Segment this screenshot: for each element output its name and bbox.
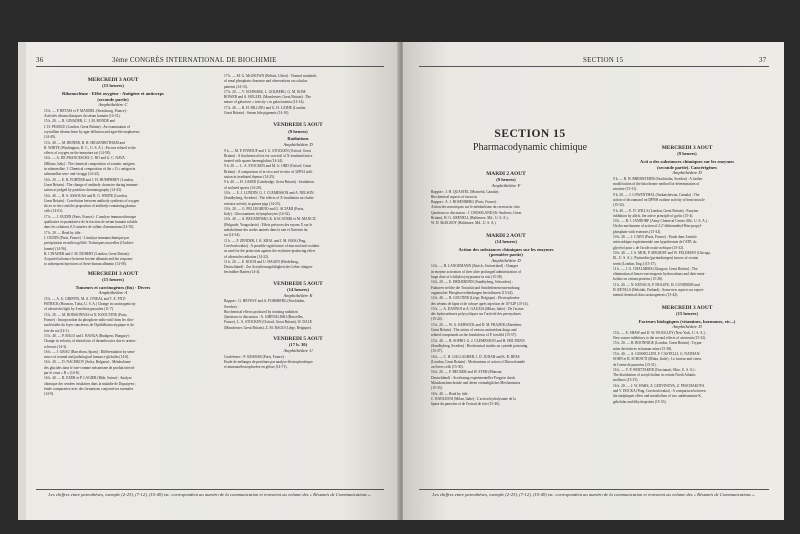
entry-line: 10 h. 40. — A. BEZADINSKI, K. KACANSKI et M. MANCIC (224, 217, 317, 222)
entry-line: 17 h. 20. — Read by title : (44, 230, 83, 235)
entry-line: des glucides dans le foie-comme mécanisme de produit infecté (44, 365, 135, 370)
entry-line: Britain), H. G. GRENELL (Baltimore, Md., U. S. A.), (431, 216, 509, 221)
entry-line: 10 h. 40. — J. S. MOE, P. SIEGRIST and W. FELDMAN (Chicago, (613, 250, 711, 255)
entry-line: 11 h. — F. ZENDER, J. K. KRAL and I. M. HAIS (Prag, (224, 238, 307, 243)
session-hours: (14 heures) (495, 239, 517, 245)
entry-list (425, 190, 587, 227)
session-hours: (15 heures) (676, 311, 698, 317)
entry-line: nicotine (15-31). (613, 187, 638, 192)
header-rule (419, 66, 769, 67)
entry-line: 16 h. 20. — D. NACHKOV (Sofia, Bulgaria) : Métabolisme (44, 360, 131, 365)
entry-line: on livers cells (15-30). (431, 365, 464, 370)
entry-line: (London, Great Britain) : Mechanisms of action of Dinocolamide (431, 359, 525, 364)
entry-line: de l'urine de pancréas (15-31). (613, 362, 657, 367)
entry-line: Czechoslovakia) : A possible significance of mucosal anti-oxidant (224, 243, 319, 248)
entry-line: 16 h. 40. — R. EXER et P. LAGIER (Bâle, Suisse) : Analyse (44, 376, 132, 381)
entry-line: cells (14-61). (44, 209, 64, 214)
entry-line: modification of the thiochrome method for determination of (613, 182, 700, 187)
entry-line: gebelolas and dihydroprolan (15-33). (613, 399, 667, 404)
entry-line: 14 h. — H. LANGEMANN (Zürich, Switzerland) : Changes (431, 264, 519, 269)
entry-line: 15 h. 40. — P. BALO and I. BANGA (Budapest, Hungary) : (44, 333, 131, 338)
entry-line: and V. DOCKA (Prag, Czechoslovakia) : A comparison between (613, 389, 706, 394)
entry-list (218, 355, 378, 371)
entry-line: large dose of ichthyloxytrypsinase in rats (15-38). (431, 275, 503, 280)
entry-line: 10 h. 20. — J. CAEN (Paris, France) : Étude dans l'anticle (613, 235, 697, 240)
session-topic: Ribonucléase · Effet oxygène · Antigène et anticorps (62, 91, 164, 96)
entry-line: micro of normal and pathological human ε-globulin (14-6). (44, 355, 130, 360)
entry-line: Biochemical effects produced by ionizing radiation (224, 309, 298, 314)
entry-line: 16 h. — V. P. WHITTAKER (Cincinnati, Ohio, U. S. A.) : (613, 367, 697, 372)
entry-line: France), L. A. STOCKEN (Oxford, Great Britain), W. DALE (224, 320, 312, 325)
entry-line: uréocarbique expérimentale une hypothermie de l'ATP, du (613, 240, 697, 245)
session-hours: (17 h. 30) (288, 342, 308, 348)
session-day: VENDREDI 5 AOUT (273, 280, 323, 287)
entry-list (425, 264, 587, 407)
entry-list (218, 74, 378, 116)
session-hours: (9 heures) (677, 151, 697, 157)
entry-list (607, 177, 767, 299)
entry-line: (Sandbyberg, Sweden) : The effects of X-irradiation on cholin- (224, 196, 315, 201)
session-topic: Acti n des substances chimiques sur les enzymes (640, 159, 734, 164)
entry-line: 15 h. 20. — R. GINADER, C. J. M. BONDE and (44, 119, 115, 124)
entry-line: C. RAVAZONI (Milan, Italie) : L'action hydrolysante de la (431, 396, 516, 401)
entry-line: Deutschland) : Zur Acetylierungsfähigkeit des Leber röntgen- (224, 265, 313, 270)
entry-line: lonnie) (14-56). (44, 246, 67, 251)
entry-line: inhibition by allyls, the active principle of garlic (15-4). (613, 213, 694, 218)
entry-line: Deutschland) : Avoilvanng experimenteller Porgyrie durch (431, 375, 516, 380)
entry-line: New source inhibitory to the second effects of serotonin (15-32). (613, 336, 707, 341)
book-spread (18, 42, 784, 520)
entry-line: SOHN et B. SCHIATTI (Milan, Italie) : Le facteur anti-stress (613, 357, 702, 362)
entry-line: 9 h. 20. — L. A. STOCKEN and M. G. ORD (Oxford, Great (224, 164, 312, 169)
entry-line: Italy) : Glucosamines in lymphocytes (14-32). (224, 212, 291, 217)
entry-list (38, 297, 188, 398)
entry-line: (15-33). (431, 386, 443, 391)
entry-line: 15 h. — E. SHAW and D. W. WOOLLEY (New York, U. S. A.) : (613, 330, 707, 335)
session-hours: (14 heures) (287, 287, 309, 293)
entry-line: des hydrocarbures polycycliques sur l'activité des peroxydases (431, 312, 521, 317)
entry-line: (14-9). (44, 392, 54, 397)
left-footer-note: Les chiffres entre parenthèses, exemple (2-23), (7-12), (15-40) etc. correspondent au numéro de la communication et renvoient au volume des « Résumés de Communications ». (48, 492, 372, 497)
right-page-number: 37 (759, 56, 767, 64)
session-room: Amphithéâtre U (283, 348, 313, 354)
entry-list (607, 331, 767, 405)
entry-line: of renal phosphate clearance and observations on calculus (224, 79, 308, 84)
header-rule (36, 66, 384, 67)
entry-line: Rapport : A. J. ROSENBERG (Paris, France) : (431, 200, 499, 205)
entry-line: 16 h. — C. H. GALLAGHER, J. D. JUDAH and K. R. REES (431, 354, 520, 359)
entry-line: in salmonellae. I. Chemical composition of the « O » antigen in (44, 167, 136, 172)
entry-line: Rapport : G. HEVESY and A. FORSBERG (Stockholm, (224, 299, 306, 304)
entry-line: 11 h. — J. G. CHALMERS (Glasgow, Great Britain) : The (613, 266, 698, 271)
entry-line: in enzyme activation of liver after prolonged administration of (431, 269, 521, 274)
entry-line: Britain) : A comparison of in vivo and in vitro of 32PO4 utili- (224, 169, 313, 174)
entry-line: 10 h. 20. — G. PELLEGRINO and G. ALTAMI (Pavia, (224, 206, 305, 211)
entry-line: (15-24). (431, 317, 443, 322)
entry-line: Great Britain) : The action of various antioxidant drugs and (431, 328, 517, 333)
entry-line: mine derivatives in human urine (15-38). (613, 346, 673, 351)
footer-rule (419, 489, 769, 490)
entry-line: B. CINADER and J. M. DUBERT (London, Great Britain) : (44, 251, 131, 256)
entry-line: H. RETALA (Helsinki, Finland) : Some new aspects on experi- (613, 288, 705, 293)
entry-line: the antiplaquet effect and metabolism of two antihistamine K, (613, 394, 702, 399)
entry-line: R. WHITE (Washington, D. C., U. S. A.) : Factors related to the (44, 145, 136, 150)
entry-line: Mäuskonchenchroide und deren vormaligliches Mechanismus (431, 380, 521, 385)
entry-line: 15 h. 40. — A. GOSSELLINI, F. CASTELLI, G. NATHAN- (613, 351, 701, 356)
session-topic-2: (seconde partie) (97, 96, 129, 102)
session-day: MERCREDI 3 AOUT (661, 304, 713, 311)
entry-line: (Belgrade, Yougoslavie) : Effets précoces des rayons X sur le (224, 222, 313, 227)
left-page-number: 36 (36, 56, 44, 64)
entry-line: 15 h. — A. G. GRIFFIN, M. A. O'NEAL and T. E. FITZ- (44, 296, 127, 301)
entry-line: 15 h. 20. — W. G. KERWICK and D. M. FRAZER (Aberdeen, (431, 322, 522, 327)
entry-line: 9 h. — M. P. ENNOUF and I. G. STOCKEN (Oxford, Great (224, 148, 311, 153)
right-col-2 (607, 142, 767, 405)
session-hours: (15 heures) (102, 277, 124, 283)
entry-line: W. D. McELROY (Baltimore, Md., U. S. A.). (431, 221, 497, 226)
entry-line: to subsequent injections of these human albumin (14-58). (44, 262, 127, 267)
entry-line: sation as judged by partition chromatography (14-43). (44, 188, 122, 193)
session-day: MARDI 2 AOUT (486, 232, 526, 239)
entry-line: Activités ribonucléasiques du sérum humain (14-31). (44, 114, 121, 119)
session-hours: (15 heures) (102, 83, 124, 89)
session-room: Amphithéâtre D (491, 257, 521, 263)
session-topic: Tumeurs et carcinogènes (fin) · Divers (75, 284, 151, 290)
entry-line: métabolisme des acides aminés dans la rate et l'intestin du (224, 228, 308, 233)
entry-line: chimique des cendres tissulaires dans la maladie de Duputyren ; (44, 381, 136, 386)
right-col-1 (425, 168, 587, 407)
entry-line: salmonellae sero- and vivaggi (14-43). (44, 172, 100, 177)
session-room: Amphithéâtre D (283, 141, 313, 147)
entry-line: molluscs (15-15). (613, 378, 639, 383)
entry-line: lipase du pancréas et de l'extrait de foie (15-40). (431, 402, 501, 407)
entry-line: PATRICK (Houston, Tulsa, U. S. A.) Change in carcinogenicity (44, 302, 136, 307)
entry-line: Britain) : A biochemical test for survival of X-irradiated mice (224, 153, 313, 158)
left-col-1 (38, 74, 188, 398)
entry-line: related compounds on the breakdown of P. lorsfeld (15-57). (431, 333, 517, 338)
entry-line: dans les solutions 0,5 saturées de sulfate d'ammonium (14-55). (44, 225, 135, 230)
entry-line: crystalline ribonuclease by agar-diffusion and agar-electrophoresis (44, 129, 140, 134)
left-col-2 (218, 74, 378, 371)
entry-line: précipitation en milieu gélifié. Techniques nouvelles (Ouchter- (44, 241, 135, 246)
entry-line: 11 h. 20. — N. KENACA, P. HOLSTE, H. LUNDBOM and (613, 282, 700, 287)
entry-line: organischer Phosphorverbindungen beeinflussen (15-24). (431, 290, 514, 295)
session-room: Amphithéâtre F (491, 183, 521, 188)
entry-line: 9 h. 20. — J. LOWENTHAL (Saskatchewan, Canada) : The (613, 192, 700, 197)
entry-line: 17 h. 20. — V. SCHWARZ, L. GOLBERG, G. M. KOM- (224, 89, 307, 94)
entry-line: 17 h. — J. OUDIN (Paris, France) : L'analyse immunochimique (44, 214, 137, 219)
entry-line: Action des narcotiques sur le métabolisme du cerveau in vitro (431, 205, 520, 210)
entry-list (218, 299, 378, 331)
entry-line: et immunoélectrophorèse en gélose (14-71). (224, 365, 288, 370)
entry-line: On the mechanism of action of 2,2'-dithiomethyl-Rno-propyl- (613, 224, 702, 229)
entry-line: Questions to discussion : A. GHENALISKI (Bruxelles, (224, 315, 304, 320)
entry-line: bolites on certain proteins (15-28). (613, 277, 663, 282)
entry-list (218, 149, 378, 276)
entry-line: action of dicoumarol on DPNH oxidase activity of heart muscle (613, 197, 705, 202)
session-day: MERCREDI 3 AOUT (661, 145, 713, 151)
entry-line: (Sundbyberg, Sweden) : Biochemical studies on cyanide poisoning (431, 343, 528, 348)
entry-line: (14-49). (44, 135, 56, 140)
entry-line: Faktoren welche die Toxizität und Antidedrinesterasewirkung (431, 285, 520, 290)
entry-line: qualitative et quantitative de la fraction de sérum humain soluble (44, 220, 138, 225)
entry-line: 14 h. 20. — E. HEILBRONN (Sundbyberg, Schweden) : (431, 280, 513, 285)
session-hours: (9 heures) (496, 177, 516, 183)
section-title: SECTION 15 (494, 128, 566, 140)
entry-line: Change in velocity of elastolysis of thrombocytes due to arterio- (44, 339, 137, 344)
entry-line: patients (14-13). (224, 84, 248, 89)
entry-line: 16 h. 20. — E. R. FORTIER and J. H. HUMPHREY (London, (44, 177, 134, 182)
footer-rule (36, 489, 384, 490)
session-hours: (9 heures) (288, 128, 308, 134)
entry-line: 16 h. 20. — F. BECKER and W. STEH (Münster, (431, 370, 503, 375)
session-room: Amphithéâtre D (672, 170, 702, 176)
entry-line: 15 h. 40. — B. SOPHO, G. J. CLEMESSON and H. HOLTMAN (431, 338, 525, 343)
entry-line: esterase activity in guinea pigs (14-23). (224, 201, 281, 206)
entry-line: (Manchester, Great Britain), Z. M. BAGO (Liège, Belgique). (224, 325, 312, 330)
entry-line: 17 h. — M. G. McGEOWN (Belfast, Ulster) : Normal standards (224, 74, 317, 78)
entry-line: of ultraviolet radiation (14-22). (224, 254, 269, 259)
entry-line: seeds (London, Eng.) (15-37). (613, 261, 657, 266)
entry-line: 15 h. — A. DANNOI et A. GAUZIA (Milan, Italie) : De l'action (431, 306, 524, 311)
right-footer-note: Les chiffres entre parenthèses, exemple (2-23), (7-12), (15-40) etc. correspondent au numéro de la communication et renvoient au volume des « Résumés de Communications ». (432, 492, 756, 497)
entry-line: sclerosis (14-3). (44, 344, 68, 349)
entry-line: elimination of benzo-carcinogenic hydrocarbons and their meta- (613, 272, 706, 277)
entry-line: 16 h. 20. — J. W. HARS, Z. LEDVINOVA, Z. PESCHAKOVA (613, 383, 705, 388)
session-topic: Facteurs biologiques (vitamines, hormones, etc...) (638, 318, 736, 324)
entry-line: 15 h. 20. — M. BOISSONNAS et N. KOOCVINE (Paris, (44, 312, 128, 317)
entry-line: Acquired tolerance between bovine albumin and the response (44, 257, 133, 262)
entry-line: foie du rat (14-1). (44, 328, 70, 333)
entry-line: 10 h. — B. J. JANDORF (Army Chemical Center, Md., U. S. A.) : (613, 219, 709, 224)
entry-line: des sérums de lapin et de cobaye après injection de 10^32P (15-14). (431, 301, 529, 306)
right-running-title: SECTION 15 (583, 56, 624, 64)
entry-line: par le virus « B » (14-8). (44, 371, 80, 376)
entry-line: Sweden) : (224, 304, 239, 309)
entry-line: 15 h. 40. — M. BEINER, B. H. HIGGINBOTHAM and (44, 140, 125, 145)
entry-line: slices in vitro and the proportion of antibody-containing plasma (44, 204, 136, 209)
entry-line: 14 h. 40. — R. GOUTIER (Liège, Belgique) : Électrophorèse (431, 296, 520, 301)
entry-line: glycérol pour « de l'acide oxalo-acétique (15-32). (613, 245, 684, 250)
entry-line: France) : Incorporation du phosphore radio-actif dans les ribo- (44, 318, 134, 323)
entry-line: ROWER and A. HOLZEL (Manchester, Great Britain) : The (224, 95, 311, 100)
entry-line: Étude de mélanges de protéines par analyse électrophorétique (224, 359, 313, 364)
entry-line: as used for the protection against the erythrine-producing effect (224, 249, 316, 254)
session-room: Amphithéâtre A (98, 290, 128, 296)
entry-line: effects of oxygen on the immature rat (14-58). (44, 151, 111, 156)
left-running-title: 3ème CONGRÈS INTERNATIONAL DE BIOCHIMIE (112, 56, 277, 64)
entry-line: 17 h. 40. — R. H. BILLING and G. H. LATHE (London, (224, 105, 307, 110)
session-day: MARDI 2 AOUT (486, 171, 526, 177)
binding-tape (18, 42, 26, 520)
entry-line: mental chemical skin carcinogenesis (15-42). (613, 293, 679, 298)
entry-line: treated with sparse haemoglobin (14-24). (224, 159, 284, 164)
session-day: VENDREDI 5 AOUT (273, 336, 323, 343)
entry-line: The distribution of acetylcholine in certain North Atlantic (613, 373, 696, 378)
entry-line: Ill., U. S. A.) : Pyrimidin (pyrimidinegen) factors of certain (613, 256, 699, 261)
entry-line: étude comparative avec des formations conjonctives normales (44, 386, 134, 391)
entry-list (38, 109, 188, 268)
entry-line: J. OUDIN (Paris, France) : L'analyse immunochimique par (44, 235, 129, 240)
left-page (18, 42, 399, 520)
entry-line: Questions to discussion : J. CROSSLAND (St-Andrews, Great (431, 210, 522, 215)
entry-line: Conférence : P. GRABAR (Paris, France) : (224, 354, 286, 359)
entry-line: phosphate with esterases (15-32). (613, 229, 662, 234)
entry-line: 9 h. 40. — H. LASER (Cambridge, Great Britain) : Irradiation (224, 180, 314, 185)
entry-line: 16 h. 40. — Read by title : (431, 391, 470, 396)
session-topic: Action des substances chimiques sur les enzymes (458, 246, 554, 252)
session-room: Amphithéâtre C (98, 102, 128, 108)
entry-line: 16 h. — A. DE FRANCESCHI, C. BO and G. C. NAVA (44, 156, 125, 161)
session-day: MERCREDI 3 AOUT (87, 270, 139, 277)
section-subtitle: Pharmacodynamic chimique (472, 142, 588, 153)
session-topic-2: (seconde partie). Cancérigènes (657, 164, 717, 170)
session-day: MERCREDI 3 AOUT (87, 77, 139, 83)
entry-line: of isolated spores (14-20). (224, 185, 262, 190)
session-day: VENDREDI 5 AOUT (273, 122, 323, 129)
entry-line: (15-32). (613, 203, 625, 208)
entry-line: Great Britain) : Correlation between antibody synthesis of oxygen (44, 198, 140, 203)
entry-line: Rapport : J. H. QUASTEL (Montréal, Canada) : (431, 189, 501, 194)
entry-line: Great Britain) : The change of antibody character during immuni- (44, 182, 139, 187)
right-page (403, 42, 784, 520)
entry-line: 16 h. 40. — R. S. ASSOUAS and R. G. WHITE (London, (44, 193, 128, 198)
entry-line: nucléotides du foyer cancéreux de l'épithélioma atypique et du (44, 323, 134, 328)
session-room: Amphithéâtre D (672, 324, 702, 330)
entry-line: Great Britain) : Serum bile pigments (14-10). (224, 111, 290, 116)
entry-line: J. H. PEARCE (London, Great Britain) : An examination of (44, 124, 131, 129)
entry-line: of ultraviolet light by 4-methoxypsoralen (11-7). (44, 307, 114, 312)
entry-line: rat (14-34). (224, 233, 241, 238)
entry-line: 15 h. 20. — B. BOONNIGE (London, Great Britain) : Trypta- (613, 341, 703, 346)
entry-line: 10 h. — E. J. LUNDIN, G. J. CLEMESSON and A. NELSON (224, 190, 314, 195)
session-topic: Radiations (287, 136, 309, 142)
entry-line: (15-37). (431, 349, 443, 354)
entry-line: 16 h. — J. GRAU (Barcelona, Spain) : Différentiation by semi- (44, 349, 136, 354)
session-topic-2: (première partie) (489, 252, 523, 258)
entry-line: 15 h. — P. BETAIS et P. MANDEL (Strasbourg, France) : (44, 108, 128, 113)
entry-line: sation in irradiated thymus (14-25). (224, 175, 276, 180)
session-room: Amphithéâtre K (283, 292, 313, 298)
entry-line: (Milano, Italy) : The chemical composition of somatic antigens (44, 161, 135, 166)
entry-line: Biochemical aspects of narcosis (431, 194, 478, 199)
entry-line: nature of galactose « toxicity » in galactosemia (14-14). (224, 100, 305, 105)
entry-line: 9 h. 40. — E. D. WILLS (London, Great Britain) : Enzyme (613, 208, 699, 213)
entry-line: 11 h. 20. — E. KOCH and U. HAGEN (Heidelberg, (224, 259, 299, 264)
entry-line: bestrahlter Ratten (14-4). (224, 270, 261, 275)
entry-line: 9 h. — B. H. BREMSTEIER (Stockholm, Sweden) : A further (613, 176, 703, 181)
